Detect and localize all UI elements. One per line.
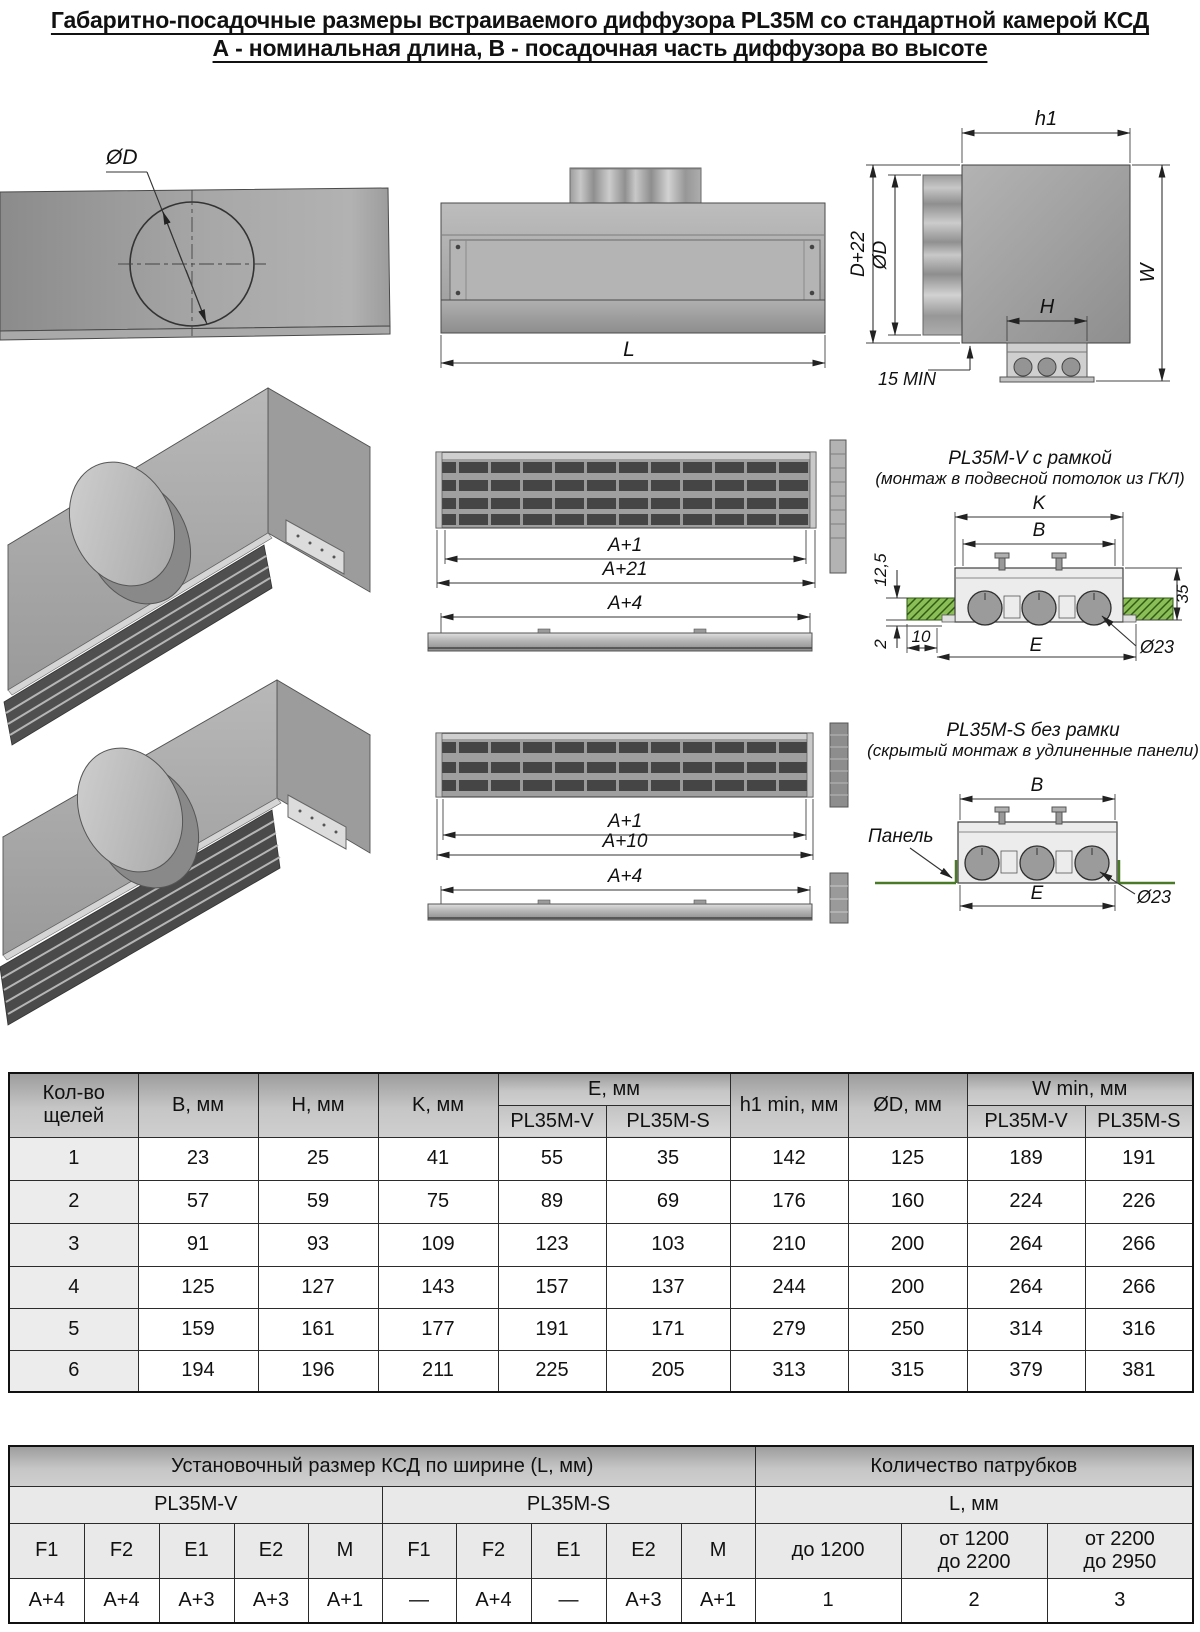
subcol-w-s: PL35M-S — [1085, 1105, 1193, 1137]
col-header-k: K, мм — [378, 1073, 498, 1137]
installation-table — [8, 1445, 1194, 1624]
diffuser-profile — [942, 553, 1136, 625]
duct-stub — [570, 168, 701, 204]
diffuser-profile-side — [1000, 343, 1094, 382]
table-row: 1 23 25 41 55 35 142 125 189 191 — [9, 1137, 1193, 1180]
group-pl35m-s: PL35M-S — [382, 1486, 755, 1523]
grille-bar — [436, 452, 816, 528]
dim-label: K — [1032, 493, 1046, 514]
subcol-e-v: PL35M-V — [498, 1105, 606, 1137]
grille-v-drawing — [410, 430, 855, 660]
col-header-wmin: W min, мм — [967, 1073, 1193, 1105]
dim-label: 35 — [1173, 584, 1192, 604]
dim-label: A+1 — [607, 535, 643, 556]
dim-label: 2 — [871, 639, 890, 649]
col-header-b: B, мм — [138, 1073, 258, 1137]
table-row: A+4 A+4 A+3 A+3 A+1 — A+4 — A+3 A+1 1 2 3 — [9, 1578, 1193, 1623]
group-pl35m-v: PL35M-V — [9, 1486, 382, 1523]
col-header-h: H, мм — [258, 1073, 378, 1137]
dim-label: B — [1032, 520, 1046, 541]
title-line-1: Габаритно-посадочные размеры встраиваемого диффузора PL35M со стандартной камерой КСД — [50, 7, 1150, 33]
dim-label-15min: 15 MIN — [878, 369, 937, 389]
side-view-drawing — [820, 100, 1200, 400]
subcol-w-v: PL35M-V — [967, 1105, 1085, 1137]
iso-view-2 — [0, 620, 400, 1030]
dim-label: 10 — [911, 627, 931, 646]
page-title — [0, 6, 1200, 62]
dim-label: Ø23 — [1140, 637, 1175, 657]
col-header-e: E, мм — [498, 1073, 730, 1105]
dim-label: A+1 — [607, 811, 643, 832]
section-v-drawing — [830, 420, 1200, 665]
dim-label-l: L — [623, 338, 635, 361]
nozzle-table-title: Количество патрубков — [755, 1446, 1193, 1486]
access-panel — [450, 240, 820, 300]
table-row: 2 57 59 75 89 69 176 160 224 226 — [9, 1180, 1193, 1223]
col-header-h1min: h1 min, мм — [730, 1073, 848, 1137]
install-table-title: Установочный размер КСД по ширине (L, мм) — [9, 1446, 755, 1486]
group-l-mm: L, мм — [755, 1486, 1193, 1523]
front-view-drawing — [410, 100, 830, 370]
section-v-subtitle: (монтаж в подвесной потолок из ГКЛ) — [875, 469, 1185, 488]
dim-label: A+4 — [607, 866, 643, 887]
duct-stub-side — [923, 175, 962, 335]
dim-label-d22: D+22 — [848, 231, 869, 277]
dim-label: A+10 — [602, 831, 648, 852]
subcol-e-s: PL35M-S — [606, 1105, 730, 1137]
section-s-subtitle: (скрытый монтаж в удлиненные панели) — [867, 741, 1199, 760]
dim-label-h1: h1 — [1034, 108, 1058, 130]
section-s-title: PL35M-S без рамки — [946, 720, 1120, 741]
dim-label-od: ØD — [106, 146, 138, 169]
dim-label: Ø23 — [1137, 887, 1172, 907]
table-row: F1 F2 E1 E2 M F1 F2 E1 E2 M до 1200 от 1200 до 2200 от 2200 до 2950 — [9, 1523, 1193, 1578]
table-row: 3 91 93 109 123 103 210 200 264 266 — [9, 1223, 1193, 1266]
dim-label: 12,5 — [871, 553, 890, 587]
frame-bar — [428, 900, 812, 920]
panel-label: Панель — [868, 826, 934, 847]
dim-label: A+21 — [602, 559, 648, 580]
top-view-drawing — [0, 130, 400, 370]
dimensions-table — [8, 1072, 1194, 1393]
section-v-title: PL35M-V с рамкой — [948, 448, 1112, 469]
section-s-drawing — [830, 690, 1200, 935]
col-header-slots: Кол-во щелей — [9, 1073, 138, 1137]
col-header-od: ØD, мм — [848, 1073, 967, 1137]
table-row: 6 194 196 211 225 205 313 315 379 381 — [9, 1350, 1193, 1392]
dim-label-w: W — [1137, 263, 1159, 283]
dim-label: A+4 — [607, 593, 643, 614]
table-row: 4 125 127 143 157 137 244 200 264 266 — [9, 1266, 1193, 1308]
grille-s-drawing — [410, 690, 855, 925]
dim-label: E — [1030, 883, 1044, 904]
table-row: 5 159 161 177 191 171 279 250 314 316 — [9, 1308, 1193, 1350]
frame-bar — [428, 629, 812, 651]
title-line-2: А - номинальная длина, В - посадочная часть диффузора во высоте — [212, 35, 988, 61]
dim-label: B — [1030, 775, 1044, 796]
dim-label-od-side: ØD — [870, 240, 891, 270]
dim-label-h: H — [1039, 296, 1055, 318]
diffuser-profile — [958, 807, 1117, 883]
dim-label: E — [1029, 635, 1043, 656]
grille-bar — [436, 733, 813, 797]
